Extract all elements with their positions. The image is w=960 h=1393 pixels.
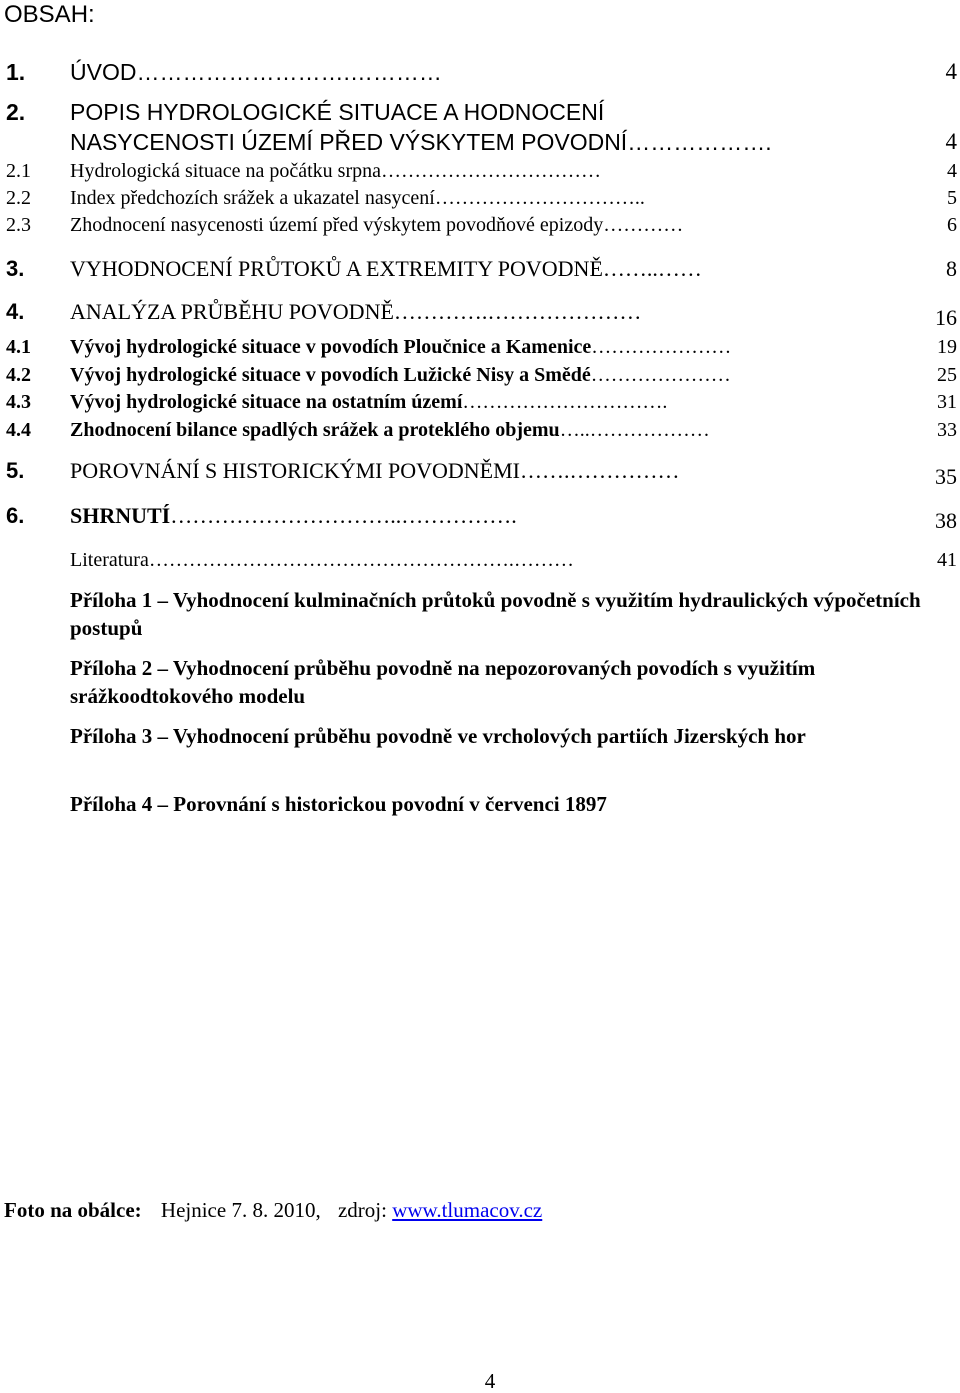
toc-title: Vývoj hydrologické situace v povodích Lužické Nisy a Smědé………………… <box>70 364 731 386</box>
toc-leader: ………………………….. <box>434 187 645 209</box>
toc-number: 2.1 <box>6 160 31 182</box>
appendix-2[interactable]: Příloha 2 – Vyhodnocení průběhu povodně na nepozorovaných povodích s využitím srážkoodtokového modelu <box>70 656 816 708</box>
toc-title: Literatura……………………………………………….……… <box>70 549 574 571</box>
toc-number: 4.3 <box>6 391 31 413</box>
toc-leader: …..……………… <box>559 419 710 441</box>
toc-number: 2. <box>6 99 26 125</box>
toc-page: 38 <box>935 508 957 533</box>
toc-entry-popis-line1[interactable] <box>0 98 960 126</box>
toc-number: 2.3 <box>6 214 31 236</box>
toc-leader: ……………………….………… <box>136 59 442 85</box>
toc-leader: ………… <box>603 214 684 236</box>
toc-leader: ……………………………………………….……… <box>148 549 574 571</box>
toc-entry-3[interactable] <box>0 255 960 283</box>
toc-title: Hydrologická situace na počátku srpna…………………………… <box>70 160 602 182</box>
toc-entry-4-4[interactable] <box>0 416 960 444</box>
toc-heading: OBSAH: <box>4 1 95 28</box>
toc-entry-4[interactable] <box>0 298 960 330</box>
toc-title: POPIS HYDROLOGICKÉ SITUACE A HODNOCENÍ <box>70 99 605 125</box>
toc-entry-5[interactable] <box>0 457 960 489</box>
toc-entry-uvod[interactable] <box>0 58 960 86</box>
toc-page: 31 <box>937 391 957 413</box>
toc-entry-2-1[interactable] <box>0 157 960 185</box>
toc-page: 33 <box>937 419 957 441</box>
toc-number: 2.2 <box>6 187 31 209</box>
cover-source-label: zdroj: <box>337 1198 387 1222</box>
toc-page: 4 <box>947 160 957 182</box>
toc-entry-4-1[interactable] <box>0 333 960 361</box>
toc-leader: ………………… <box>591 336 732 358</box>
toc-number: 4.1 <box>6 336 31 358</box>
toc-page: 41 <box>937 549 957 571</box>
toc-title: Vývoj hydrologické situace na ostatním území…………………………. <box>70 391 668 413</box>
toc-leader: ………….………………… <box>393 299 642 324</box>
toc-title: ANALÝZA PRŮBĚHU POVODNĚ………….………………… <box>70 299 642 324</box>
appendix-3[interactable]: Příloha 3 – Vyhodnocení průběhu povodně ve vrcholových partiích Jizerských hor <box>70 724 806 748</box>
toc-title: Vývoj hydrologické situace v povodích Ploučnice a Kamenice………………… <box>70 336 732 358</box>
toc-number: 6. <box>6 503 25 528</box>
toc-page: 8 <box>946 256 957 281</box>
toc-leader: ……..…… <box>602 256 702 281</box>
toc-leader: ………………. <box>627 129 772 155</box>
toc-title: Zhodnocení bilance spadlých srážek a proteklého objemu…..……………… <box>70 419 710 441</box>
toc-number: 4. <box>6 299 25 324</box>
toc-number: 1. <box>6 59 26 85</box>
page-number: 4 <box>484 1369 496 1393</box>
toc-number: 3. <box>6 256 25 281</box>
toc-page: 19 <box>937 336 957 358</box>
toc-title: NASYCENOSTI ÚZEMÍ PŘED VÝSKYTEM POVODNÍ………………. <box>70 129 772 155</box>
toc-leader: …….…………… <box>520 458 680 483</box>
appendix-1[interactable]: Příloha 1 – Vyhodnocení kulminačních průtoků povodně s využitím hydraulických výpočetních postupů <box>70 588 921 640</box>
toc-entry-2-2[interactable] <box>0 184 960 212</box>
toc-number: 5. <box>6 458 25 483</box>
toc-entry-popis-line2[interactable] <box>0 128 960 156</box>
cover-photo-credit <box>4 1196 542 1224</box>
toc-title: Index předchozích srážek a ukazatel nasycení………………………….. <box>70 187 645 209</box>
toc-page: 16 <box>935 305 957 330</box>
toc-title: VYHODNOCENÍ PRŮTOKŮ A EXTREMITY POVODNĚ……..…… <box>70 256 702 281</box>
toc-number: 4.4 <box>6 419 31 441</box>
toc-entry-2-3[interactable] <box>0 211 960 239</box>
toc-entry-literatura[interactable] <box>0 546 960 574</box>
appendix-4[interactable]: Příloha 4 – Porovnání s historickou povodní v červenci 1897 <box>70 792 607 816</box>
toc-title: ÚVOD……………………….………… <box>70 59 442 85</box>
toc-number: 4.2 <box>6 364 31 386</box>
toc-entry-4-3[interactable] <box>0 388 960 416</box>
toc-entry-6[interactable] <box>0 502 960 533</box>
cover-source-link[interactable]: www.tlumacov.cz <box>392 1198 543 1222</box>
toc-page: 6 <box>947 214 957 236</box>
toc-page: 35 <box>935 464 957 489</box>
toc-title: POROVNÁNÍ S HISTORICKÝMI POVODNĚMI…….…………… <box>70 458 680 483</box>
toc-title: Zhodnocení nasycenosti území před výskytem povodňové epizody………… <box>70 214 684 236</box>
toc-leader: …………………………… <box>381 160 602 182</box>
toc-page: 5 <box>947 187 957 209</box>
toc-page: 25 <box>937 364 957 386</box>
cover-label: Foto na obálce: <box>4 1198 142 1222</box>
toc-entry-4-2[interactable] <box>0 361 960 389</box>
toc-title: SHRNUTÍ…………………………..……………. <box>70 503 517 528</box>
cover-place: Hejnice 7. 8. 2010, <box>160 1198 321 1222</box>
toc-leader: …………………………..……………. <box>170 503 517 528</box>
toc-leader: ………………… <box>590 364 731 386</box>
toc-leader: …………………………. <box>462 391 668 413</box>
toc-page: 4 <box>945 59 957 84</box>
toc-page: 4 <box>945 129 957 154</box>
